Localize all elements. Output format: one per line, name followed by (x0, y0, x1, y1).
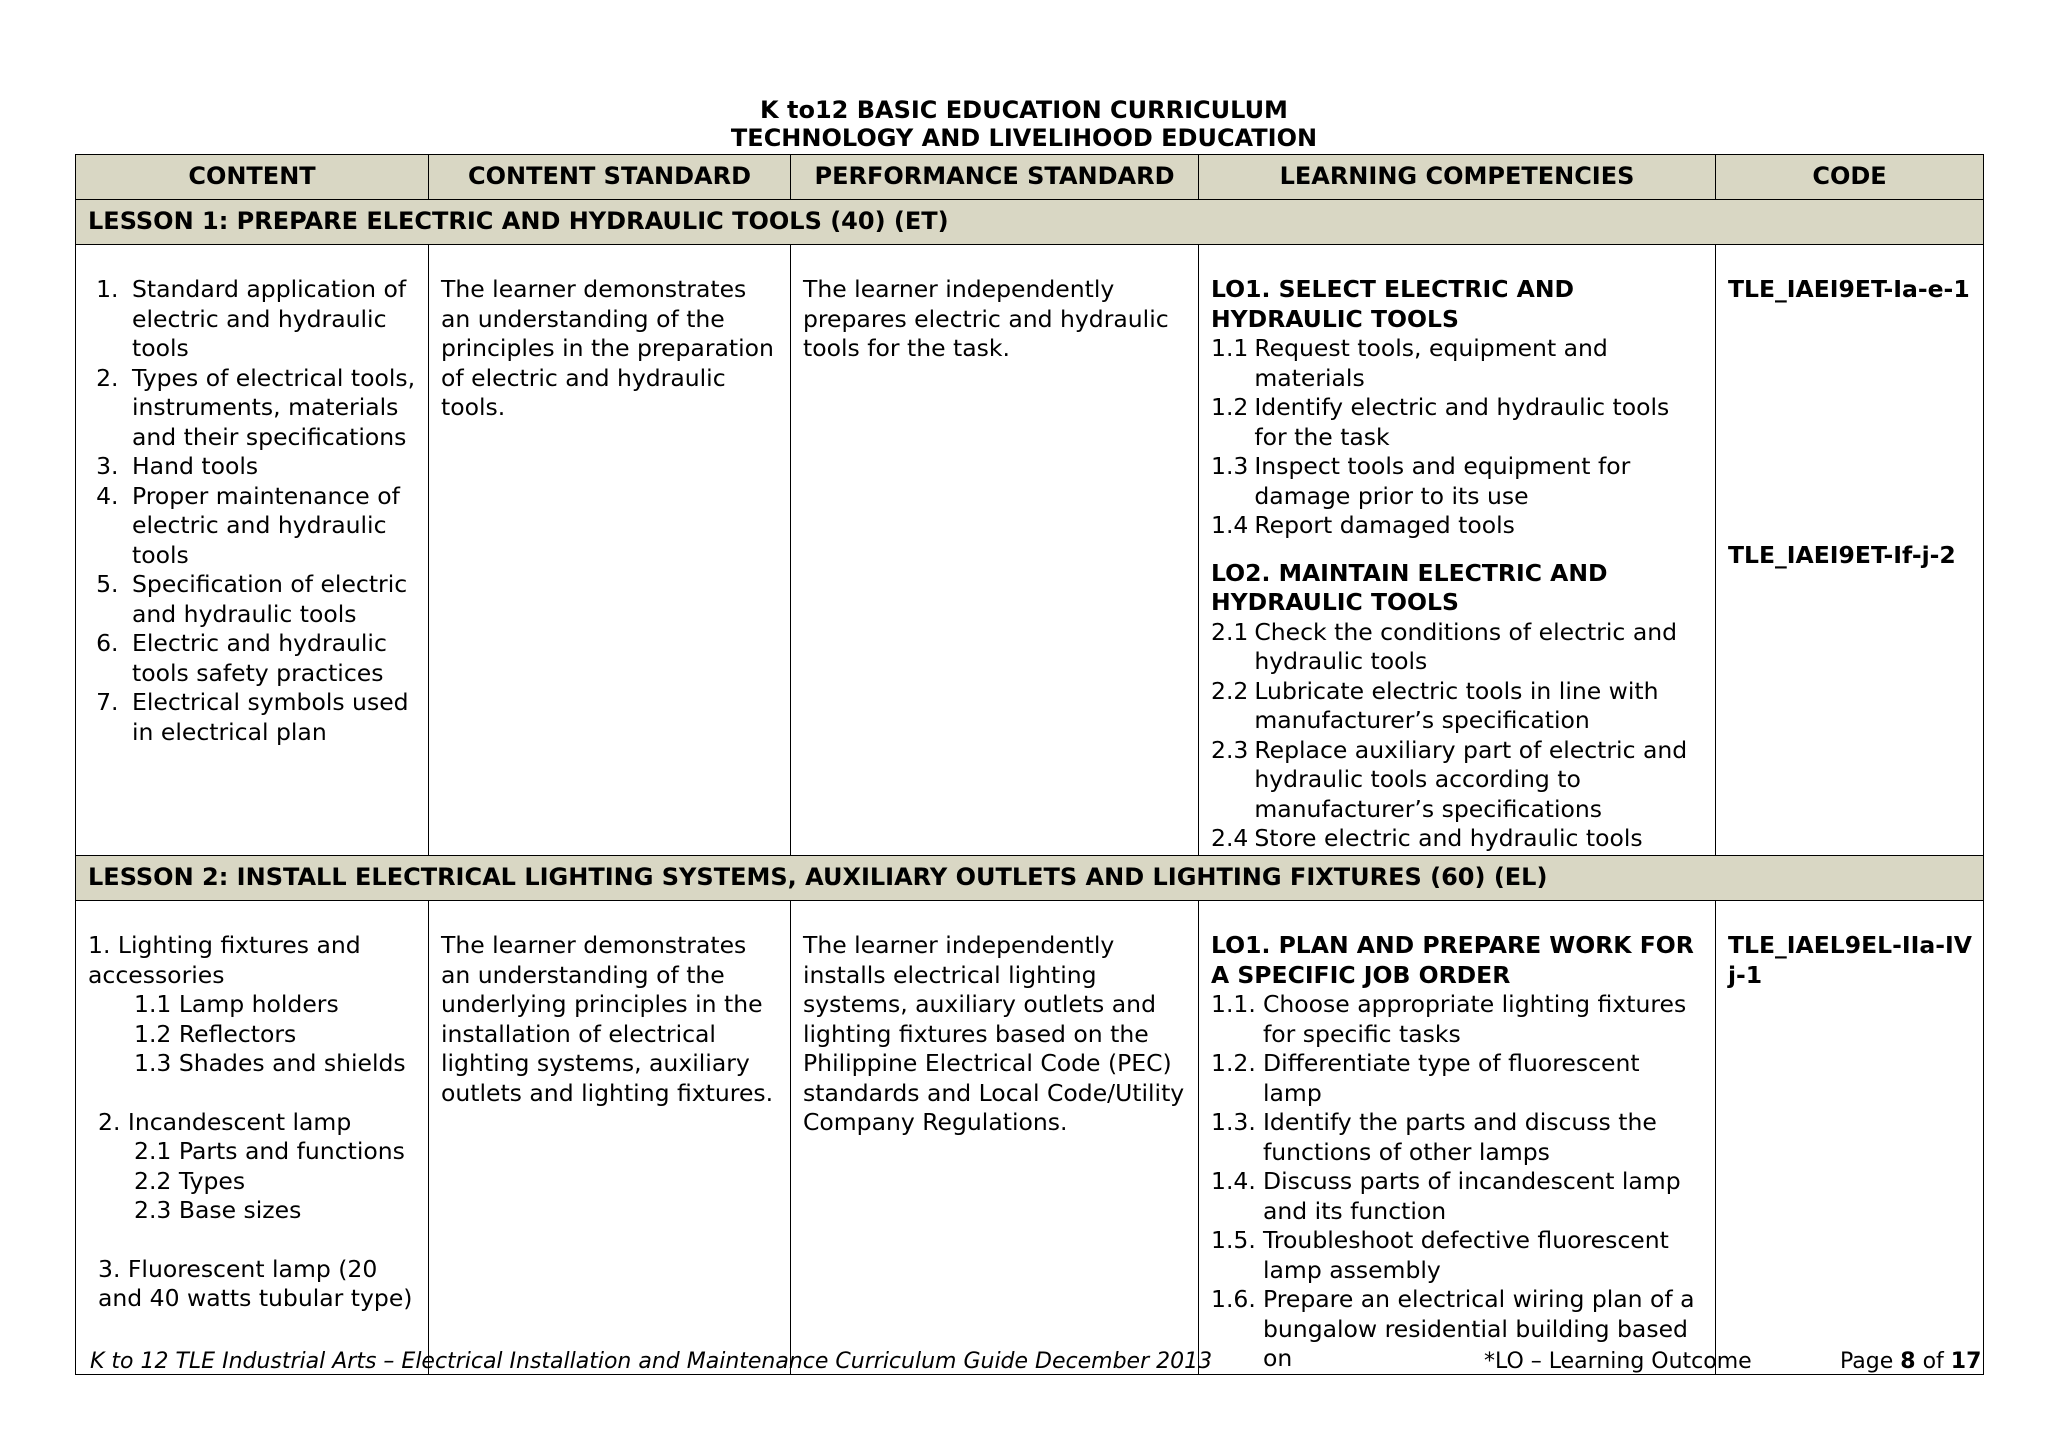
list-item: 3. Hand tools (126, 452, 418, 482)
lesson2-competencies-cell (1199, 901, 1716, 1375)
competency-item: 2.2 Lubricate electric tools in line with manufacturer’s specification (1211, 676, 1659, 734)
competency-item: 1.2. Differentiate type of fluorescent lamp (1211, 1049, 1640, 1107)
document-subtitle: TECHNOLOGY AND LIVELIHOOD EDUCATION (730, 124, 1318, 152)
col-header-content-standard: CONTENT STANDARD (429, 155, 791, 200)
lesson2-code-1: TLE_IAEL9EL-IIa-IVj-1 (1728, 931, 1972, 989)
list-item: 4. Proper maintenance of electric and hydraulic tools (126, 482, 418, 571)
lesson1-title: LESSON 1: PREPARE ELECTRIC AND HYDRAULIC TOOLS (40) (ET) (76, 200, 1984, 245)
curriculum-table (75, 154, 1984, 1375)
list-item: 1. Standard application of electric and hydraulic tools (126, 275, 418, 364)
competency-item: 1.4 Report damaged tools (1211, 511, 1515, 539)
lesson2-content-item-3: 3. Fluorescent lamp (20 and 40 watts tubular type) (98, 1254, 413, 1312)
competency-item: 1.2 Identify electric and hydraulic tools for the task (1211, 393, 1670, 451)
footer-lo-note: *LO – Learning Outcome (1484, 1349, 1752, 1374)
sub-item: 1.3 Shades and shields (134, 1049, 406, 1077)
competency-item: 1.5. Troubleshoot defective fluorescent lamp assembly (1211, 1226, 1669, 1284)
sub-item: 1.1 Lamp holders (134, 990, 339, 1018)
lesson2-lo1-title: LO1. PLAN AND PREPARE WORK FOR A SPECIFIC JOB ORDER (1211, 931, 1694, 989)
lesson2-title: LESSON 2: INSTALL ELECTRICAL LIGHTING SYSTEMS, AUXILIARY OUTLETS AND LIGHTING FIXTURES (60) (EL) (76, 856, 1984, 901)
table-header-row (76, 155, 1984, 200)
sub-item: 2.1 Parts and functions (134, 1137, 405, 1165)
lesson1-performance-standard-cell (791, 245, 1199, 856)
competency-item: 1.3 Inspect tools and equipment for damage prior to its use (1211, 452, 1631, 510)
competency-item: 1.1. Choose appropriate lighting fixtures for specific tasks (1211, 990, 1687, 1048)
lesson1-performance-standard: The learner independently prepares electric and hydraulic tools for the task. (803, 275, 1169, 362)
list-item: 5. Specification of electric and hydraulic tools (126, 570, 418, 629)
lesson1-content-cell (76, 245, 429, 856)
lesson1-content-standard-cell (429, 245, 791, 856)
lesson2-content-cell (76, 901, 429, 1375)
sub-item: 1.2 Reflectors (134, 1019, 297, 1048)
competency-item: 1.6. Prepare an electrical wiring plan of a bungalow residential building based on (1211, 1285, 1695, 1372)
col-header-learning-competencies: LEARNING COMPETENCIES (1199, 155, 1716, 200)
lesson1-body-row (76, 245, 1984, 856)
lesson1-content-list (82, 275, 418, 747)
list-item: 2. Types of electrical tools, instruments, materials and their specifications (126, 364, 418, 453)
lesson2-row (76, 856, 1984, 901)
col-header-performance-standard: PERFORMANCE STANDARD (791, 155, 1199, 200)
lesson2-performance-standard: The learner independently installs electrical lighting systems, auxiliary outlets and lighting fixtures based on the Philippine Electrical Code (PEC) standards and Local Code/Utility Company Regulations. (803, 931, 1185, 1136)
lesson2-content-item-1: 1. Lighting fixtures and accessories (88, 931, 361, 989)
lesson1-lo2-title: LO2. MAINTAIN ELECTRIC AND HYDRAULIC TOOLS (1211, 558, 1608, 616)
lesson2-content-item-2: 2. Incandescent lamp (98, 1107, 352, 1136)
list-item: 7. Electrical symbols used in electrical plan (126, 688, 418, 747)
sub-item: 2.2 Types (134, 1166, 246, 1195)
lesson1-lo1-title: LO1. SELECT ELECTRIC AND HYDRAULIC TOOLS (1211, 275, 1575, 333)
lesson1-competencies-cell (1199, 245, 1716, 856)
competency-item: 1.1 Request tools, equipment and materials (1211, 334, 1608, 392)
lesson1-code-cell (1716, 245, 1984, 856)
col-header-content: CONTENT (76, 155, 429, 200)
lesson1-code-2: TLE_IAEI9ET-If-j-2 (1728, 540, 1956, 569)
col-header-code: CODE (1716, 155, 1984, 200)
lesson2-code-cell (1716, 901, 1984, 1375)
competency-item: 1.3. Identify the parts and discuss the functions of other lamps (1211, 1108, 1657, 1166)
lesson2-content-standard-cell (429, 901, 791, 1375)
page-total: 17 (1950, 1349, 1982, 1374)
footer-page-number: Page 8 of 17 (1840, 1349, 1982, 1374)
lesson1-content-standard: The learner demonstrates an understanding of the principles in the preparation of electric and hydraulic tools. (441, 275, 774, 421)
competency-item: 2.1 Check the conditions of electric and hydraulic tools (1211, 617, 1678, 675)
lesson1-code-1: TLE_IAEI9ET-Ia-e-1 (1728, 275, 1970, 303)
lesson2-body-row (76, 901, 1984, 1375)
competency-item: 1.4. Discuss parts of incandescent lamp and its function (1211, 1167, 1681, 1225)
lesson2-performance-standard-cell (791, 901, 1199, 1375)
list-item: 6. Electric and hydraulic tools safety practices (126, 629, 418, 688)
competency-item: 2.3 Replace auxiliary part of electric and hydraulic tools according to manufacturer’s specifications (1211, 735, 1688, 823)
sub-item: 2.3 Base sizes (134, 1196, 302, 1224)
footer-guide-title: K to 12 TLE Industrial Arts – Electrical Installation and Maintenance Curriculum Guide December 2013 (90, 1349, 1213, 1374)
lesson2-content-standard: The learner demonstrates an understanding of the underlying principles in the installation of electrical lighting systems, auxiliary outlets and lighting fixtures. (441, 931, 774, 1107)
lesson1-row (76, 200, 1984, 245)
document-title: K to12 BASIC EDUCATION CURRICULUM (760, 96, 1288, 124)
competency-item: 2.4 Store electric and hydraulic tools (1211, 824, 1643, 852)
page-current: 8 (1900, 1349, 1916, 1374)
